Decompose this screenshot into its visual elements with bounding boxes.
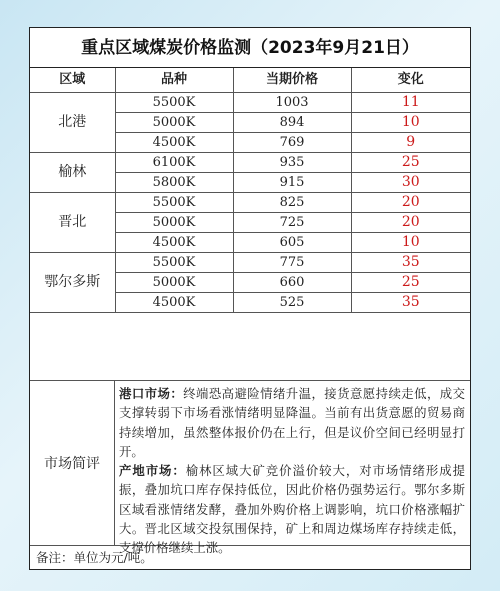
change-cell: 25 (351, 153, 470, 173)
grade-cell: 4500K (115, 133, 233, 153)
table-row (30, 93, 470, 113)
region-cell: 榆林 (30, 153, 115, 193)
origin-market-label: 产地市场： (119, 463, 186, 479)
change-cell: 11 (351, 93, 470, 113)
table-row (30, 153, 470, 173)
region-cell: 北港 (30, 93, 115, 153)
header-price: 当期价格 (233, 68, 351, 93)
footnote: 备注：单位为元/吨。 (36, 550, 153, 565)
header-grade: 品种 (115, 68, 233, 93)
table-row (30, 253, 470, 273)
price-cell: 605 (233, 233, 351, 253)
commentary-body (119, 384, 465, 558)
price-cell: 915 (233, 173, 351, 193)
table-header-row (30, 68, 470, 93)
grade-cell: 5500K (115, 193, 233, 213)
price-cell: 660 (233, 273, 351, 293)
table-row (30, 193, 470, 213)
grade-cell: 5500K (115, 93, 233, 113)
grade-cell: 5000K (115, 113, 233, 133)
change-cell: 9 (351, 133, 470, 153)
change-cell: 25 (351, 273, 470, 293)
grade-cell: 5800K (115, 173, 233, 193)
origin-market-paragraph (119, 461, 465, 557)
region-cell: 鄂尔多斯 (30, 253, 115, 313)
price-cell: 525 (233, 293, 351, 313)
market-commentary (30, 380, 470, 556)
header-region: 区域 (30, 68, 115, 93)
grade-cell: 4500K (115, 293, 233, 313)
change-cell: 30 (351, 173, 470, 193)
price-table (30, 68, 470, 313)
price-cell: 775 (233, 253, 351, 273)
port-market-label: 港口市场： (119, 386, 184, 401)
price-cell: 1003 (233, 93, 351, 113)
price-cell: 825 (233, 193, 351, 213)
price-monitor-sheet (29, 27, 471, 570)
change-cell: 35 (351, 253, 470, 273)
change-cell: 10 (351, 113, 470, 133)
commentary-label: 市场简评 (30, 381, 115, 545)
change-cell: 20 (351, 193, 470, 213)
change-cell: 10 (351, 233, 470, 253)
change-cell: 20 (351, 213, 470, 233)
region-cell: 晋北 (30, 193, 115, 253)
origin-market-text: 榆林区域大矿竞价溢价较大，对市场情绪形成提振，叠加坑口库存保持低位，因此价格仍强势运行。鄂尔多斯区域看涨情绪发酵，叠加外购价格上调影响，坑口价格涨幅扩大。晋北区域交投氛围保持，矿上和周边煤场库存持续走低，支撑价格继续上涨。 (119, 463, 466, 556)
price-cell: 725 (233, 213, 351, 233)
grade-cell: 5500K (115, 253, 233, 273)
price-cell: 935 (233, 153, 351, 173)
grade-cell: 6100K (115, 153, 233, 173)
grade-cell: 5000K (115, 213, 233, 233)
price-cell: 894 (233, 113, 351, 133)
port-market-text: 终端恐高避险情绪升温，接货意愿持续走低，成交支撑转弱下市场看涨情绪明显降温。当前有出货意愿的贸易商持续增加，虽然整体报价仍在上行，但是议价空间已经明显打开。 (119, 386, 466, 459)
price-cell: 769 (233, 133, 351, 153)
grade-cell: 5000K (115, 273, 233, 293)
header-change: 变化 (351, 68, 470, 93)
grade-cell: 4500K (115, 233, 233, 253)
port-market-paragraph (119, 384, 465, 461)
page-title: 重点区域煤炭价格监测（2023年9月21日） (30, 28, 470, 68)
change-cell: 35 (351, 293, 470, 313)
